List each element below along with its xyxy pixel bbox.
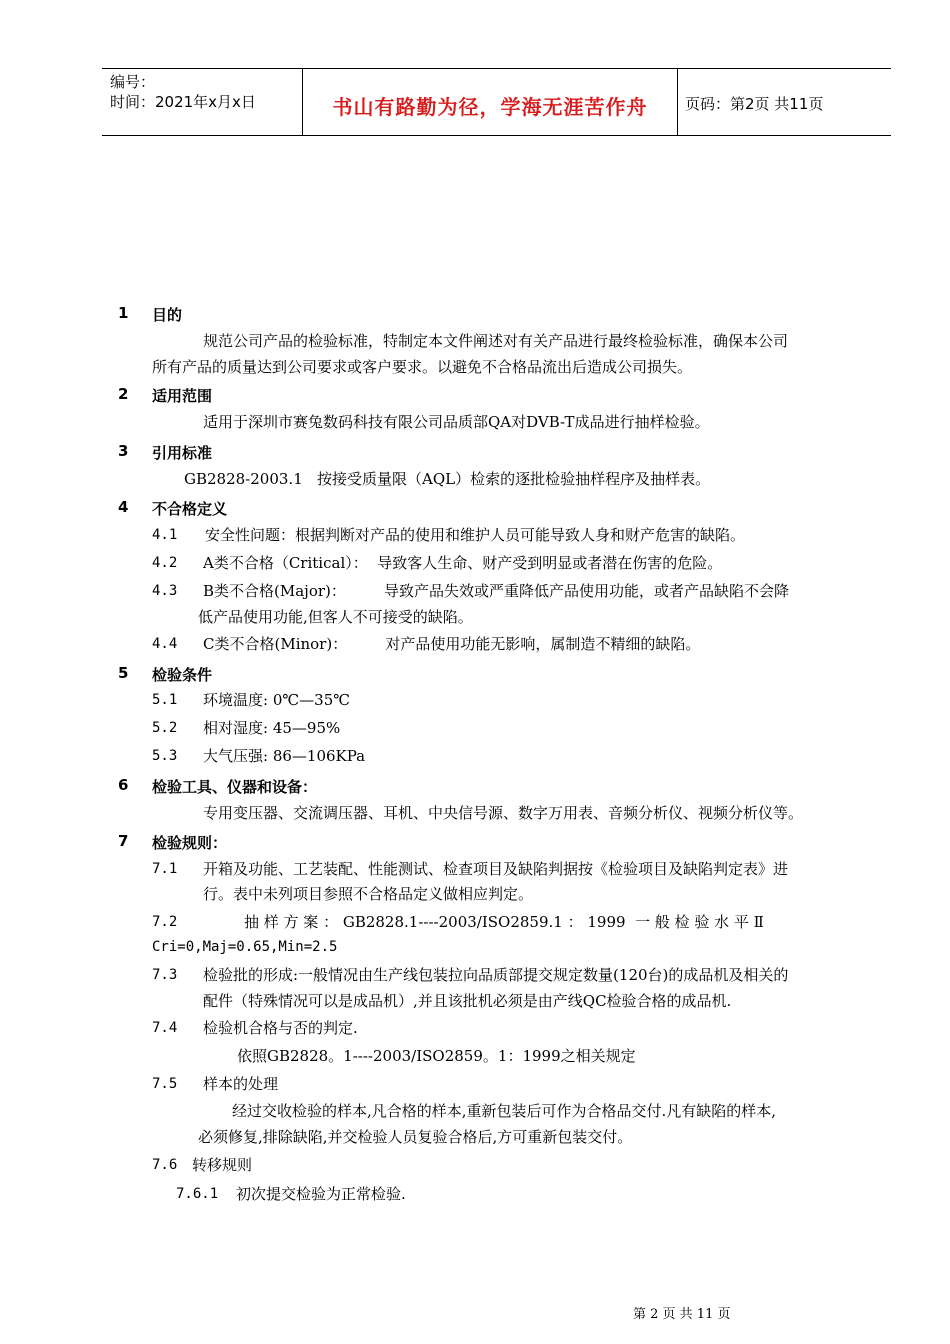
section-number: 7 xyxy=(118,832,129,850)
section-title: 引用标准 xyxy=(152,444,213,462)
doc-date: 时间：2021年x月x日 xyxy=(110,93,256,111)
item-number: 5.1 xyxy=(152,692,178,708)
paragraph: 专用变压器、交流调压器、耳机、中央信号源、数字万用表、音频分析仪、视频分析仪等。 xyxy=(203,804,804,822)
item-text-continued: 行。表中未列项目参照不合格品定义做相应判定。 xyxy=(203,885,534,903)
item-text: 大气压强: 86—106KPa xyxy=(203,747,366,765)
item-text-continued: 依照GB2828。1----2003/ISO2859。1：1999之相关规定 xyxy=(237,1047,636,1065)
item-text: C类不合格(Minor)： 对产品使用功能无影响，属制造不精细的缺陷。 xyxy=(203,635,701,653)
page-code: 页码：第2页 共11页 xyxy=(685,95,824,113)
item-text: 转移规则 xyxy=(192,1156,253,1174)
page-footer: 第 2 页 共 11 页 xyxy=(633,1307,731,1322)
section-number: 3 xyxy=(118,442,129,460)
item-text: 开箱及功能、工艺装配、性能测试、检查项目及缺陷判据按《检验项目及缺陷判定表》进 xyxy=(203,860,789,878)
paragraph: 适用于深圳市赛兔数码科技有限公司品质部QA对DVB-T成品进行抽样检验。 xyxy=(203,413,710,431)
section-title: 不合格定义 xyxy=(152,500,228,518)
section-number: 2 xyxy=(118,385,129,403)
item-text-continued: Cri=0,Maj=0.65,Min=2.5 xyxy=(152,939,338,955)
item-number: 7.5 xyxy=(152,1076,178,1092)
paragraph: 所有产品的质量达到公司要求或客户要求。以避免不合格品流出后造成公司损失。 xyxy=(152,358,693,376)
header-meta-cell xyxy=(102,69,302,135)
item-text: B类不合格(Major)： 导致产品失效或严重降低产品使用功能，或者产品缺陷不会降 xyxy=(203,582,790,600)
item-text: 检验机合格与否的判定. xyxy=(203,1019,358,1037)
item-number: 7.3 xyxy=(152,967,178,983)
section-title: 适用范围 xyxy=(152,387,213,405)
item-text: 初次提交检验为正常检验. xyxy=(236,1185,406,1203)
item-text-continued: 配件（特殊情况可以是成品机）,并且该批机必须是由产线QC检验合格的成品机. xyxy=(203,992,732,1010)
item-number: 4.2 xyxy=(152,555,178,571)
document-header xyxy=(102,68,891,136)
section-title: 目的 xyxy=(152,306,183,324)
item-text: 抽 样 方 案 ： GB2828.1----2003/ISO2859.1 ： 1999 一 般 检 验 水 平 Ⅱ xyxy=(244,913,764,931)
item-number: 5.3 xyxy=(152,748,178,764)
item-text: A类不合格（Critical）： 导致客人生命、财产受到明显或者潜在伤害的危险。 xyxy=(203,554,723,572)
header-page-cell xyxy=(677,69,891,135)
paragraph: 规范公司产品的检验标准，特制定本文件阐述对有关产品进行最终检验标准，确保本公司 xyxy=(203,332,789,350)
item-text: 环境温度: 0℃—35℃ xyxy=(203,691,351,709)
paragraph: 经过交收检验的样本,凡合格的样本,重新包装后可作为合格品交付.凡有缺陷的样本, xyxy=(232,1102,777,1120)
item-text: 安全性问题：根据判断对产品的使用和维护人员可能导致人身和财产危害的缺陷。 xyxy=(205,526,746,544)
section-title: 检验工具、仪器和设备： xyxy=(152,778,318,796)
item-number: 7.4 xyxy=(152,1020,178,1036)
item-text-continued: 低产品使用功能,但客人不可接受的缺陷。 xyxy=(198,608,473,626)
section-title: 检验规则： xyxy=(152,834,228,852)
header-motto-cell xyxy=(302,69,678,135)
item-number: 7.2 xyxy=(152,914,178,930)
item-number: 4.4 xyxy=(152,636,178,652)
item-text: 检验批的形成:一般情况由生产线包装拉向品质部提交规定数量(120台)的成品机及相关的 xyxy=(203,966,789,984)
motto: 书山有路勤为径，学海无涯苦作舟 xyxy=(332,95,648,119)
section-title: 检验条件 xyxy=(152,666,213,684)
section-number: 4 xyxy=(118,498,129,516)
section-number: 5 xyxy=(118,664,129,682)
paragraph: 必须修复,排除缺陷,并交检验人员复验合格后,方可重新包装交付。 xyxy=(198,1128,633,1146)
item-number: 7.6 xyxy=(152,1157,178,1173)
item-text: 样本的处理 xyxy=(203,1075,279,1093)
item-number: 7.1 xyxy=(152,861,178,877)
section-number: 1 xyxy=(118,304,129,322)
section-number: 6 xyxy=(118,776,129,794)
paragraph: GB2828-2003.1 按接受质量限（AQL）检索的逐批检验抽样程序及抽样表。 xyxy=(184,470,711,488)
item-number: 4.3 xyxy=(152,583,178,599)
doc-number-label: 编号： xyxy=(110,73,156,91)
item-number: 5.2 xyxy=(152,720,178,736)
item-number: 7.6.1 xyxy=(176,1186,219,1202)
item-text: 相对湿度: 45—95% xyxy=(203,719,341,737)
item-number: 4.1 xyxy=(152,527,178,543)
